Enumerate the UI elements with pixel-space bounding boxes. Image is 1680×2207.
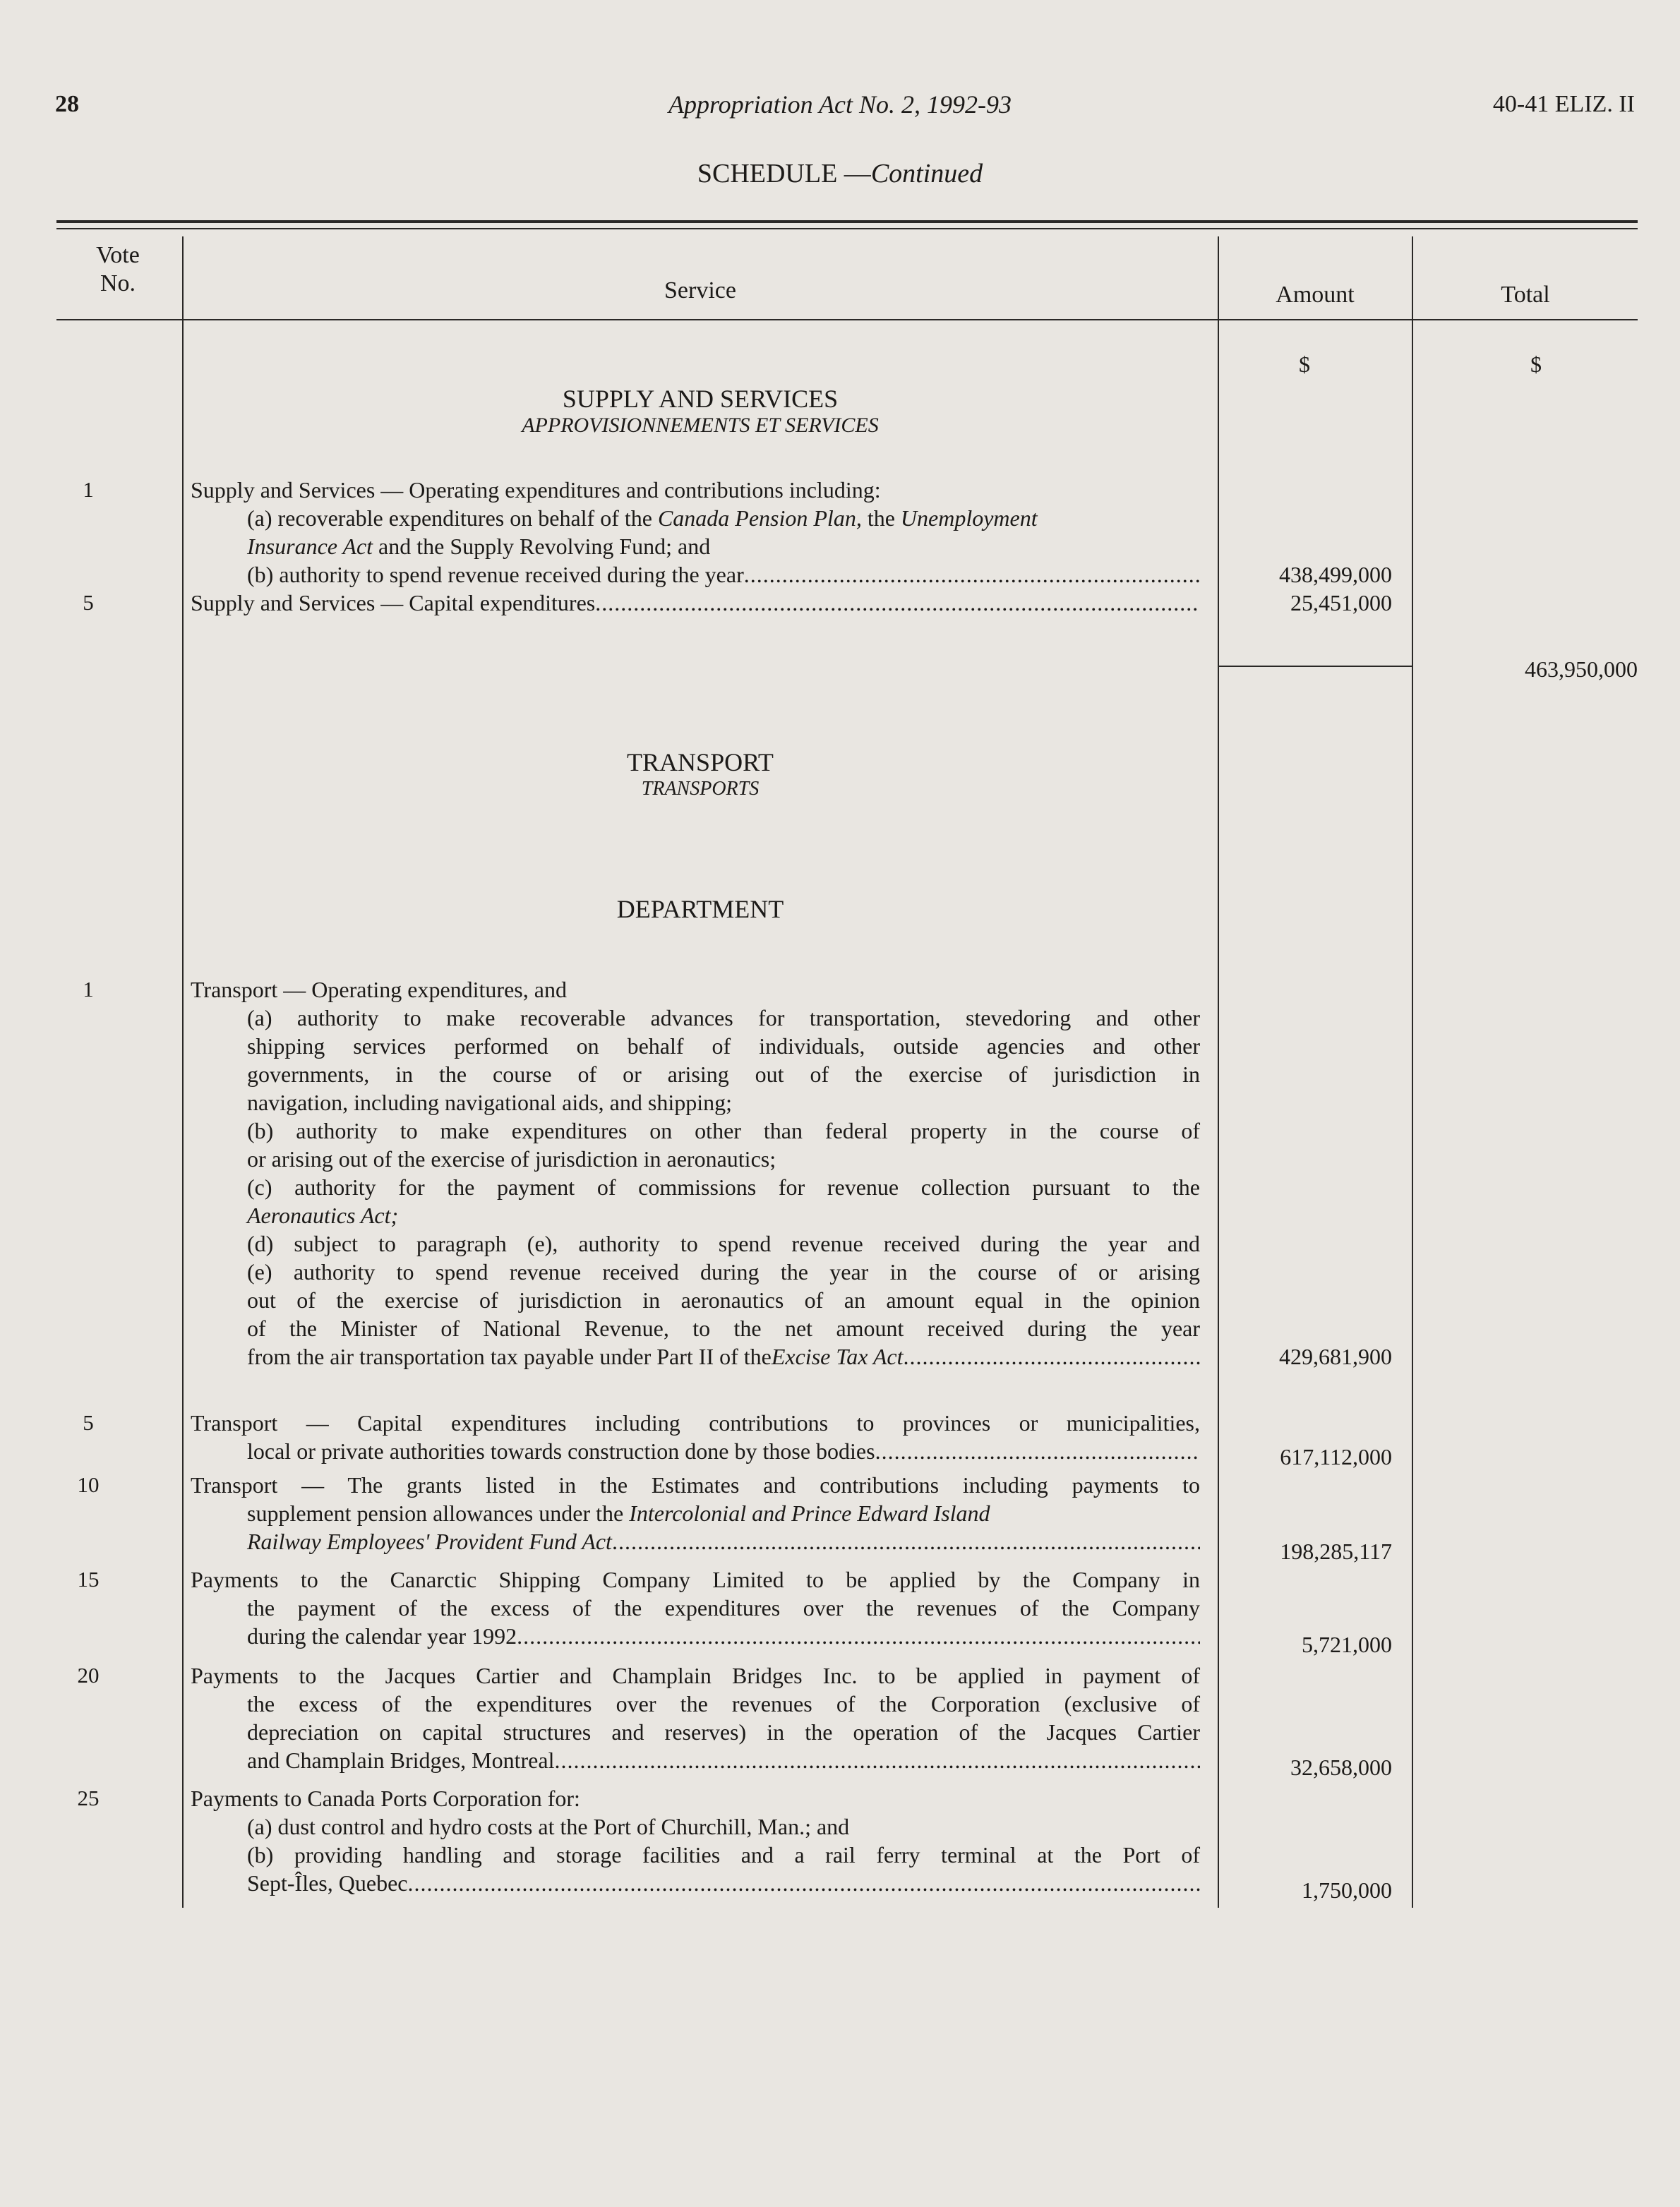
transport-vote-5-text [191,1409,1200,1465]
text-line: Transport — The grants listed in the Estimates and contributions including payments to [191,1472,1200,1498]
text-line: (a) dust control and hydro costs at the Port of Churchill, Man.; and [247,1814,850,1839]
text-line [191,1342,1200,1371]
leader-dots [595,589,1200,617]
text-run: Unemployment [900,505,1038,531]
leader-dots [744,560,1200,589]
text-run: local or private authorities towards construction done by those bodies [247,1438,875,1464]
supply-subtotal-rule [1218,666,1413,667]
text-line: shipping services performed on behalf of individuals, outside agencies and other [247,1033,1200,1059]
text-line: (b) authority to make expenditures on other than federal property in the course of [247,1118,1200,1143]
text-run: Supply and Services — Capital expenditures [191,590,596,615]
text-run: Canada Pension Plan, [657,505,862,531]
top-thin-rule [56,228,1638,229]
leader-dots [517,1622,1200,1650]
transport-vote-10: 10 [77,1472,100,1497]
col-header-total: Total [1501,282,1550,308]
supply-vote-5-amount: 25,451,000 [1290,590,1392,615]
text-line: Transport — Operating expenditures, and [191,977,567,1002]
col-header-amount: Amount [1276,282,1355,308]
text-line: out of the exercise of jurisdiction in aeronautics of an amount equal in the opinion [247,1287,1200,1313]
text-line: governments, in the course of or arising out of the exercise of jurisdiction in [247,1062,1200,1087]
text-line: (a) authority to make recoverable advances for transportation, stevedoring and other [247,1005,1200,1030]
text-line: (e) authority to spend revenue received during the year in the course of or arising [247,1259,1200,1285]
text-run: and the Supply Revolving Fund; and [373,534,711,559]
text-line: depreciation on capital structures and reserves) in the operation of the Jacques Cartier [247,1719,1200,1745]
page-number: 28 [55,91,79,117]
section-transport [184,748,1217,802]
text-line: Payments to Canada Ports Corporation for: [191,1786,580,1811]
transport-vote-5-amount: 617,112,000 [1280,1444,1392,1469]
section-supply [184,385,1217,438]
supply-vote-1-amount: 438,499,000 [1279,562,1392,587]
transport-vote-15-text [191,1565,1200,1650]
text-line: the excess of the expenditures over the revenues of the Corporation (exclusive of [247,1691,1200,1716]
leader-dots [875,1437,1200,1465]
schedule-title-continued: Continued [870,159,983,188]
schedule-title-main: SCHEDULE — [697,159,871,188]
section-supply-title: SUPPLY AND SERVICES [562,385,839,413]
text-run: (b) authority to spend revenue received during the year [247,562,744,587]
transport-vote-1: 1 [83,977,94,1002]
regnal-year: 40-41 ELIZ. II [1492,91,1635,117]
text-run: supplement pension allowances under the [247,1501,630,1526]
text-line: navigation, including navigational aids, and shipping; [247,1090,732,1115]
transport-vote-20-amount: 32,658,000 [1290,1755,1392,1780]
text-line: (b) providing handling and storage facilities and a rail ferry terminal at the Port of [247,1842,1200,1868]
text-line: Supply and Services — Operating expenditures and contributions including: [191,477,881,503]
text-line [191,504,1200,532]
text-line [191,560,1200,589]
top-double-rule [56,220,1638,223]
text-run: Insurance Act [247,534,373,559]
text-line: the payment of the excess of the expenditures over the revenues of the Company [247,1595,1200,1620]
supply-vote-1: 1 [83,477,94,502]
section-transport-subtitle: TRANSPORTS [641,778,760,800]
text-line [191,1622,1200,1650]
total-column-divider [1412,236,1413,1908]
act-title: Appropriation Act No. 2, 1992-93 [668,90,1012,119]
text-line: of the Minister of National Revenue, to the net amount received during the year [247,1316,1200,1341]
text-line: Payments to the Jacques Cartier and Champlain Bridges Inc. to be applied in payment of [191,1663,1200,1688]
amount-currency: $ [1299,351,1310,377]
transport-vote-25-text [191,1784,1200,1897]
transport-vote-1-amount: 429,681,900 [1279,1344,1392,1369]
header-bottom-rule [56,319,1638,320]
text-line: (c) authority for the payment of commissions for revenue collection pursuant to the [247,1174,1200,1200]
transport-vote-15-amount: 5,721,000 [1302,1632,1392,1657]
leader-dots [554,1746,1200,1774]
text-run: Excise Tax Act [771,1344,904,1369]
transport-vote-1-text [191,975,1200,1371]
text-run: Intercolonial and Prince Edward Island [629,1501,990,1526]
section-transport-title: TRANSPORT [627,748,774,776]
supply-total: 463,950,000 [1525,656,1638,682]
text-line [191,1499,1200,1527]
text-line: or arising out of the exercise of jurisdiction in aeronautics; [247,1146,776,1172]
section-supply-subtitle: APPROVISIONNEMENTS ET SERVICES [522,414,879,437]
supply-vote-1-text [191,476,1200,589]
text-run: from the air transportation tax payable under Part II of the [247,1344,772,1369]
amount-column-left-divider [1218,236,1219,1908]
transport-vote-10-amount: 198,285,117 [1280,1539,1392,1564]
transport-vote-20-text [191,1661,1200,1774]
text-run: Aeronautics Act; [247,1203,399,1228]
schedule-title [0,158,1680,189]
section-department [184,895,1217,923]
text-line [191,1201,1200,1229]
transport-vote-25: 25 [77,1786,100,1810]
supply-vote-5-text [191,589,1200,617]
transport-vote-20: 20 [77,1663,100,1688]
text-line: Transport — Capital expenditures including contributions to provinces or municipalities, [191,1410,1200,1436]
text-line: Payments to the Canarctic Shipping Company Limited to be applied by the Company in [191,1567,1200,1592]
text-line [191,1527,1200,1556]
text-run: during the calendar year 1992 [247,1623,517,1649]
text-line [191,589,1200,617]
transport-vote-25-amount: 1,750,000 [1302,1877,1392,1903]
section-department-title: DEPARTMENT [616,895,784,923]
text-line [191,1437,1200,1465]
transport-vote-5: 5 [83,1410,94,1435]
text-line [191,1869,1200,1897]
leader-dots [612,1527,1200,1556]
transport-vote-15: 15 [77,1567,100,1592]
vote-column-divider [182,236,184,1908]
col-header-vote: Vote No. [96,242,140,296]
text-run: (a) recoverable expenditures on behalf of the [247,505,658,531]
transport-vote-10-text [191,1471,1200,1556]
total-currency: $ [1530,351,1542,377]
leader-dots [903,1342,1200,1371]
supply-vote-5: 5 [83,590,94,615]
text-run: and Champlain Bridges, Montreal [247,1748,555,1773]
col-header-service: Service [664,277,736,303]
text-run: the [861,505,901,531]
text-line: (d) subject to paragraph (e), authority to spend revenue received during the year and [247,1231,1200,1256]
text-run: Railway Employees' Provident Fund Act [247,1529,612,1554]
text-line [191,1746,1200,1774]
text-run: Sept-Îles, Quebec [247,1870,408,1896]
leader-dots [407,1869,1200,1897]
text-line [191,532,1200,560]
